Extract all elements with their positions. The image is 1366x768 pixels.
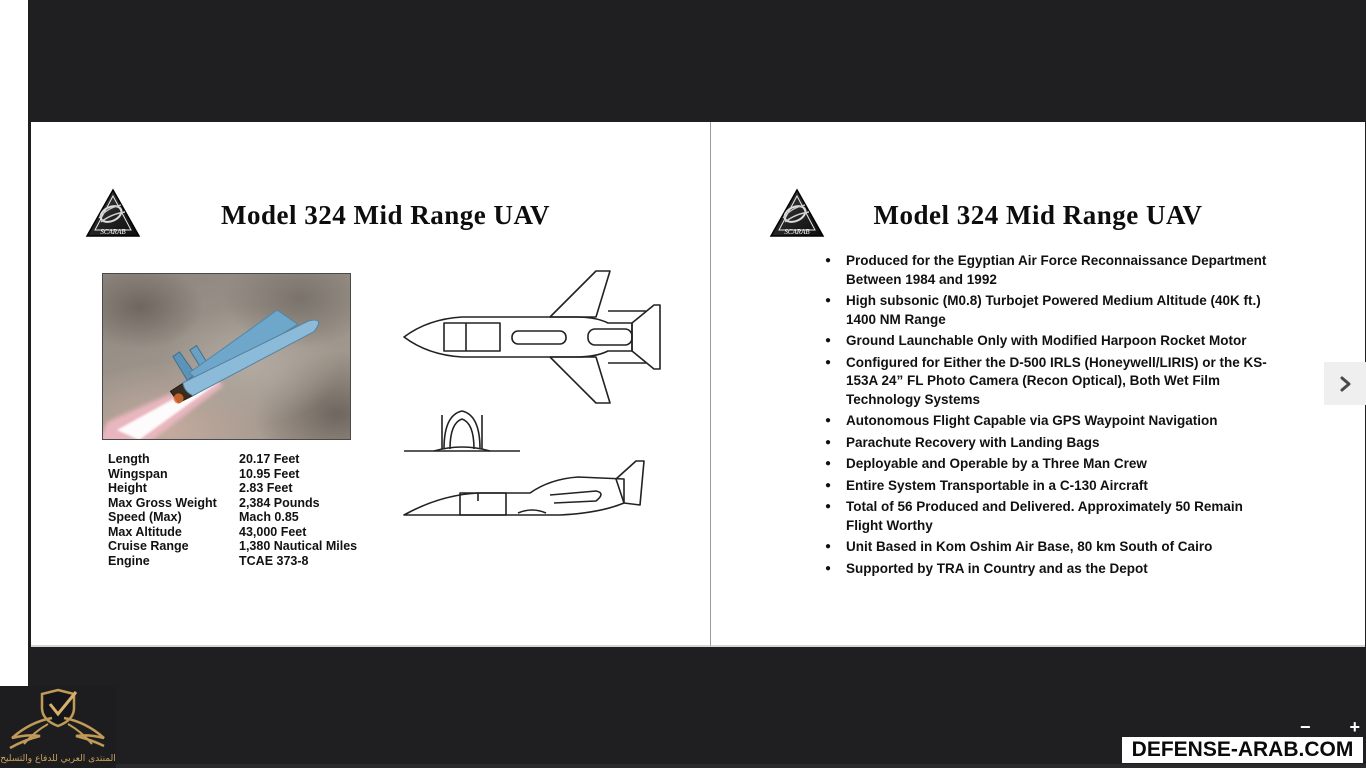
bullet-list xyxy=(825,252,1277,581)
viewer-bottom-strip xyxy=(28,764,1366,768)
chevron-right-icon xyxy=(1336,375,1354,393)
spec-label: Max Altitude xyxy=(108,524,182,539)
zoom-in-button[interactable]: + xyxy=(1349,717,1360,737)
bullet-item: ● High subsonic (M0.8) Turbojet Powered Medium Altitude (40K ft.) 1400 NM Range xyxy=(825,292,1277,329)
spec-table xyxy=(108,452,357,568)
top-view xyxy=(404,271,660,403)
scarab-logo-text: SCARAB xyxy=(784,228,810,236)
spec-row xyxy=(108,554,357,569)
forum-emblem-icon xyxy=(0,686,116,752)
slide-right-title: Model 324 Mid Range UAV xyxy=(873,200,1203,230)
spec-label: Length xyxy=(108,452,150,466)
spec-value: 10.95 Feet xyxy=(239,466,300,481)
document-spread xyxy=(31,122,1365,647)
spec-value: Mach 0.85 xyxy=(239,510,299,524)
spec-value: 2,384 Pounds xyxy=(239,495,320,510)
slide-left-title: Model 324 Mid Range UAV xyxy=(220,200,550,230)
bullet-item: ● Parachute Recovery with Landing Bags xyxy=(825,434,1277,453)
scarab-logo-text: SCARAB xyxy=(100,228,126,236)
bullet-item: ● Ground Launchable Only with Modified Harpoon Rocket Motor xyxy=(825,332,1277,351)
spec-row xyxy=(108,452,357,467)
spec-row xyxy=(108,467,357,482)
spec-value: 1,380 Nautical Miles xyxy=(239,539,358,553)
bullet-item: ● Deployable and Operable by a Three Man Crew xyxy=(825,455,1277,474)
spec-row xyxy=(108,525,357,540)
bullet-item: ● Total of 56 Produced and Delivered. Approximately 50 Remain Flight Worthy xyxy=(825,498,1277,535)
next-page-button[interactable] xyxy=(1324,362,1366,405)
uav-silhouette xyxy=(155,289,322,405)
spec-row xyxy=(108,510,357,525)
spec-value: 43,000 Feet xyxy=(239,524,307,539)
spec-value: 2.83 Feet xyxy=(239,481,293,495)
forum-logo-caption: المنتدى العربي للدفاع والتسليح xyxy=(0,754,116,764)
spec-label: Height xyxy=(108,481,147,495)
spec-label: Speed (Max) xyxy=(108,510,182,524)
spec-row xyxy=(108,496,357,511)
bullet-item: ● Entire System Transportable in a C-130 Aircraft xyxy=(825,477,1277,496)
bullet-item: ● Configured for Either the D-500 IRLS (Honeywell/LIRIS) or the KS-153A 24” FL Photo Camera (Recon Optical), Both Wet Film Technology Systems xyxy=(825,354,1277,410)
forum-logo xyxy=(0,686,116,768)
spec-row xyxy=(108,539,357,554)
watermark-text: DEFENSE-ARAB.COM xyxy=(1122,737,1363,763)
bullet-item: ● Autonomous Flight Capable via GPS Waypoint Navigation xyxy=(825,412,1277,431)
bullet-item: ● Produced for the Egyptian Air Force Reconnaissance Department Between 1984 and 1992 xyxy=(825,252,1277,289)
zoom-controls xyxy=(1300,717,1360,737)
spec-value: 20.17 Feet xyxy=(239,452,300,466)
side-view xyxy=(404,461,644,515)
slide-left xyxy=(31,122,711,647)
spec-label: Wingspan xyxy=(108,466,168,481)
zoom-out-button[interactable]: − xyxy=(1300,717,1311,737)
bullet-item: ● Supported by TRA in Country and as the Depot xyxy=(825,560,1277,579)
uav-three-view-drawing xyxy=(400,265,662,533)
spec-label: Cruise Range xyxy=(108,539,189,553)
uav-launch-photo xyxy=(102,273,351,440)
spec-label: Max Gross Weight xyxy=(108,495,217,510)
bullet-item: ● Unit Based in Kom Oshim Air Base, 80 km South of Cairo xyxy=(825,538,1277,557)
spec-label: Engine xyxy=(108,553,150,568)
spec-row xyxy=(108,481,357,496)
spec-value: TCAE 373-8 xyxy=(239,553,309,568)
slide-right xyxy=(711,122,1365,647)
front-view xyxy=(404,411,520,451)
